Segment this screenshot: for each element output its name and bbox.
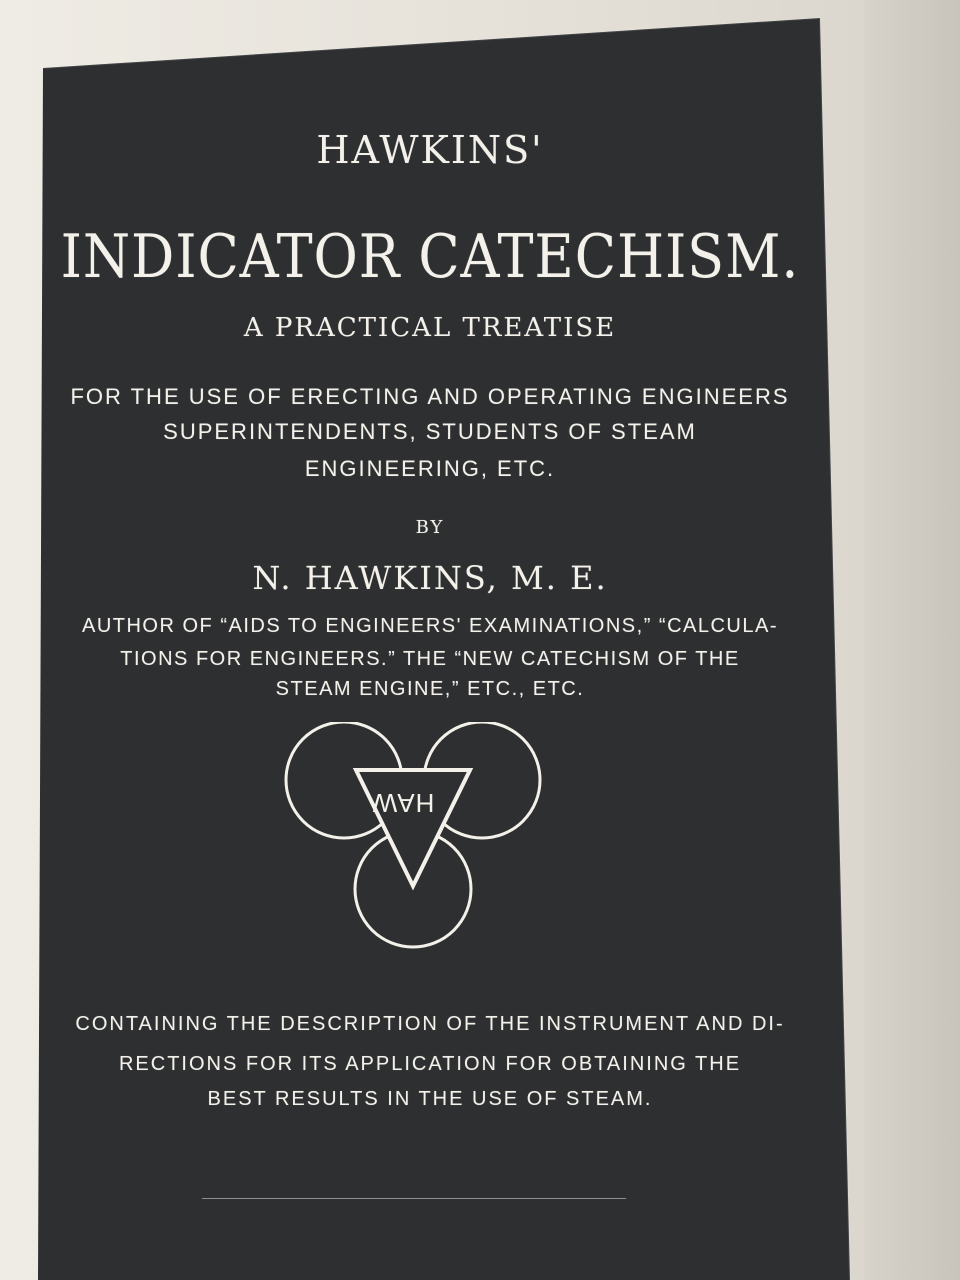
audience-line-3: ENGINEERING, ETC. [304, 456, 556, 481]
title-main: INDICATOR CATECHISM. [60, 222, 800, 292]
emblem-letters: HAW [371, 788, 435, 818]
credits-line-3: STEAM ENGINE,” ETC., ETC. [275, 678, 585, 700]
author-name: N. HAWKINS, M. E. [252, 559, 608, 597]
title-heading: HAWKINS' [316, 128, 544, 172]
audience-line-1: FOR THE USE OF ERECTING AND OPERATING ENGINEERS [70, 384, 790, 409]
byline-by: BY [415, 517, 445, 538]
page-edge-shadow [864, 0, 960, 1280]
credits-line-1: AUTHOR OF “AIDS TO ENGINEERS' EXAMINATIONS,” “CALCULA- [81, 615, 778, 637]
description-line-1: CONTAINING THE DESCRIPTION OF THE INSTRUMENT AND DI- [75, 1013, 785, 1035]
audience-line-2: SUPERINTENDENTS, STUDENTS OF STEAM [163, 419, 697, 444]
description-line-2: RECTIONS FOR ITS APPLICATION FOR OBTAINING THE [118, 1053, 742, 1075]
bottom-rule [202, 1198, 626, 1199]
subtitle: A PRACTICAL TREATISE [243, 313, 617, 343]
credits-line-2: TIONS FOR ENGINEERS.” THE “NEW CATECHISM OF THE [120, 648, 740, 670]
trefoil-emblem [282, 722, 544, 950]
description-line-3: BEST RESULTS IN THE USE OF STEAM. [207, 1088, 653, 1110]
